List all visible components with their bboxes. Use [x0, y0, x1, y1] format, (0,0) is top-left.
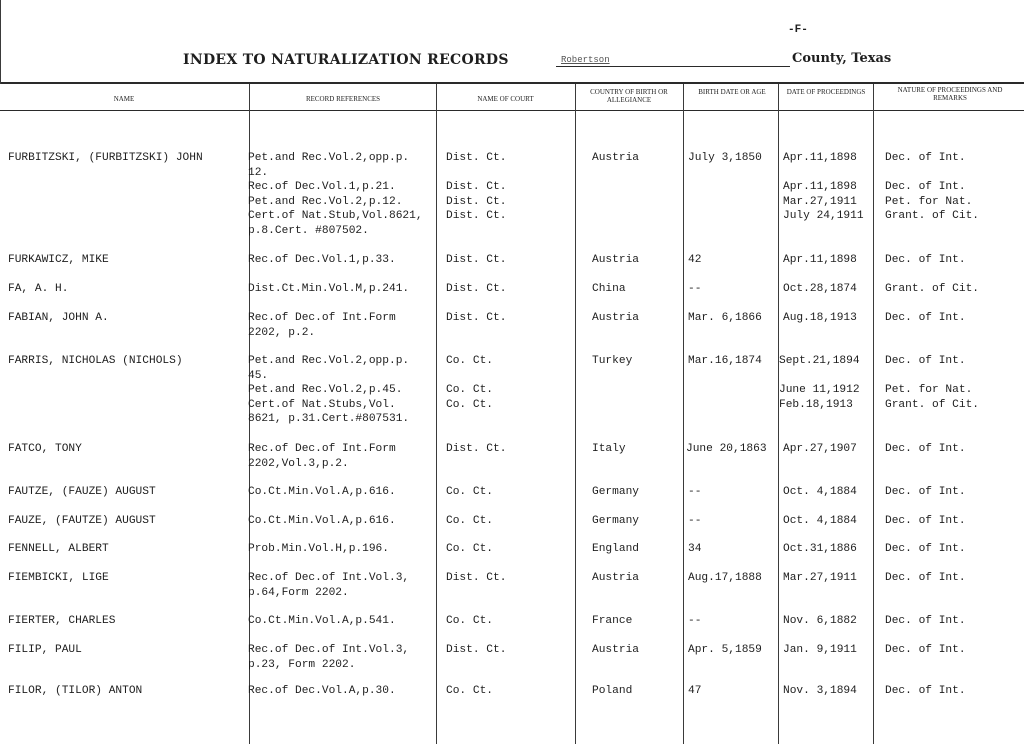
row-birth: Mar. 6,1866 [688, 312, 762, 324]
page-title: INDEX TO NATURALIZATION RECORDS [183, 52, 509, 68]
row-record-refs: Co.Ct.Min.Vol.A,p.541. [248, 615, 396, 627]
row-country: Austria [592, 152, 639, 164]
row-birth: 47 [688, 685, 702, 697]
col-header-date-of-proceedings: DATE OF PROCEEDINGS [786, 88, 866, 96]
row-nature: Dec. of Int. [885, 486, 966, 498]
row-date: Apr.27,1907 [783, 443, 857, 455]
row-record-refs: Pet.and Rec.Vol.2,opp.p. 45. Pet.and Rec.Vol.2,p.45. Cert.of Nat.Stubs,Vol. 8621, p.31.Cert.#807531. [248, 355, 410, 425]
row-record-refs: Rec.of Dec.of Int.Vol.3, p.64,Form 2202. [248, 572, 410, 599]
row-court: Dist. Ct. [446, 443, 507, 455]
row-country: Austria [592, 644, 639, 656]
row-country: Poland [592, 685, 633, 697]
col-divider-5 [778, 84, 779, 744]
row-nature: Dec. of Int. [885, 644, 966, 656]
row-nature: Dec. of Int. [885, 572, 966, 584]
row-court: Dist. Ct. [446, 572, 507, 584]
row-date: Oct. 4,1884 [783, 486, 857, 498]
col-divider-6 [873, 84, 874, 744]
row-birth: 34 [688, 543, 702, 555]
row-birth: 42 [688, 254, 702, 266]
row-date: Sept.21,1894 June 11,1912 Feb.18,1913 [779, 355, 860, 411]
col-header-name: NAME [113, 95, 135, 103]
row-country: France [592, 615, 633, 627]
row-name: FIERTER, CHARLES [8, 615, 116, 627]
row-date: Oct. 4,1884 [783, 515, 857, 527]
row-name: FIEMBICKI, LIGE [8, 572, 109, 584]
row-name: FA, A. H. [8, 283, 69, 295]
header-bottom-rule [0, 110, 1024, 111]
row-date: Nov. 6,1882 [783, 615, 857, 627]
row-court: Dist. Ct. [446, 283, 507, 295]
row-date: Mar.27,1911 [783, 572, 857, 584]
row-birth: -- [688, 615, 702, 627]
row-nature: Dec. of Int. [885, 615, 966, 627]
row-country: Germany [592, 515, 639, 527]
row-nature: Dec. of Int. [885, 685, 966, 697]
col-divider-2 [436, 84, 437, 744]
row-country: Austria [592, 572, 639, 584]
row-name: FURBITZSKI, (FURBITZSKI) JOHN [8, 152, 203, 164]
col-header-nature: NATURE OF PROCEEDINGS AND REMARKS [897, 86, 1003, 102]
row-birth: Mar.16,1874 [688, 355, 762, 367]
row-nature: Dec. of Int. [885, 543, 966, 555]
row-date: Aug.18,1913 [783, 312, 857, 324]
row-nature: Dec. of Int. Dec. of Int. Pet. for Nat. Grant. of Cit. [885, 152, 979, 222]
row-birth: -- [688, 486, 702, 498]
col-header-record-references: RECORD REFERENCES [305, 95, 381, 103]
row-birth: -- [688, 283, 702, 295]
row-country: Austria [592, 312, 639, 324]
row-date: Nov. 3,1894 [783, 685, 857, 697]
row-birth: -- [688, 515, 702, 527]
page-mark: -F- [788, 24, 808, 36]
row-date: Oct.31,1886 [783, 543, 857, 555]
header-top-rule [0, 82, 1024, 84]
row-date: Oct.28,1874 [783, 283, 857, 295]
row-country: China [592, 283, 626, 295]
row-country: Germany [592, 486, 639, 498]
row-date: Apr.11,1898 [783, 254, 857, 266]
row-record-refs: Prob.Min.Vol.H,p.196. [248, 543, 389, 555]
col-header-birth-date: BIRTH DATE OR AGE [698, 88, 766, 96]
row-name: FAUTZE, (FAUZE) AUGUST [8, 486, 156, 498]
row-country: Turkey [592, 355, 633, 367]
row-court: Co. Ct. [446, 615, 493, 627]
row-nature: Grant. of Cit. [885, 283, 979, 295]
county-underline [556, 66, 790, 67]
row-birth: Apr. 5,1859 [688, 644, 762, 656]
row-record-refs: Rec.of Dec.of Int.Form 2202,Vol.3,p.2. [248, 443, 396, 470]
row-name: FENNELL, ALBERT [8, 543, 109, 555]
row-name: FATCO, TONY [8, 443, 82, 455]
row-nature: Dec. of Int. [885, 254, 966, 266]
row-nature: Dec. of Int. [885, 312, 966, 324]
row-court: Co. Ct. [446, 486, 493, 498]
row-record-refs: Co.Ct.Min.Vol.A,p.616. [248, 486, 396, 498]
row-birth: June 20,1863 [686, 443, 767, 455]
row-court: Dist. Ct. [446, 254, 507, 266]
col-header-country: COUNTRY OF BIRTH OR ALLEGIANCE [590, 88, 668, 104]
row-name: FILIP, PAUL [8, 644, 82, 656]
col-divider-4 [683, 84, 684, 744]
row-record-refs: Rec.of Dec.of Int.Vol.3, p.23, Form 2202. [248, 644, 410, 671]
col-header-name-of-court: NAME OF COURT [477, 95, 534, 103]
row-nature: Dec. of Int. [885, 443, 966, 455]
row-name: FABIAN, JOHN A. [8, 312, 109, 324]
row-nature: Dec. of Int. Pet. for Nat. Grant. of Cit. [885, 355, 979, 411]
row-court: Co. Ct. [446, 685, 493, 697]
row-nature: Dec. of Int. [885, 515, 966, 527]
county-label: County, Texas [792, 51, 892, 66]
row-record-refs: Pet.and Rec.Vol.2,opp.p. 12. Rec.of Dec.Vol.1,p.21. Pet.and Rec.Vol.2,p.12. Cert.of Nat.Stub,Vol.8621, p.8.Cert. #807502. [248, 152, 423, 237]
row-court: Dist. Ct. [446, 644, 507, 656]
row-date: Jan. 9,1911 [783, 644, 857, 656]
row-record-refs: Dist.Ct.Min.Vol.M,p.241. [248, 283, 410, 295]
row-country: Italy [592, 443, 626, 455]
row-country: England [592, 543, 639, 555]
row-court: Co. Ct. Co. Ct. Co. Ct. [446, 355, 493, 411]
row-court: Co. Ct. [446, 515, 493, 527]
row-court: Co. Ct. [446, 543, 493, 555]
row-birth: Aug.17,1888 [688, 572, 762, 584]
row-name: FILOR, (TILOR) ANTON [8, 685, 143, 697]
left-edge-rule [0, 0, 1, 84]
row-date: Apr.11,1898 Apr.11,1898 Mar.27,1911 July 24,1911 [783, 152, 864, 222]
county-name: Robertson [561, 55, 610, 65]
row-name: FURKAWICZ, MIKE [8, 254, 109, 266]
row-court: Dist. Ct. [446, 312, 507, 324]
row-court: Dist. Ct. Dist. Ct. Dist. Ct. Dist. Ct. [446, 152, 507, 222]
row-name: FARRIS, NICHOLAS (NICHOLS) [8, 355, 183, 367]
col-divider-3 [575, 84, 576, 744]
row-country: Austria [592, 254, 639, 266]
row-record-refs: Rec.of Dec.Vol.A,p.30. [248, 685, 396, 697]
row-name: FAUZE, (FAUTZE) AUGUST [8, 515, 156, 527]
row-record-refs: Rec.of Dec.of Int.Form 2202, p.2. [248, 312, 396, 339]
row-record-refs: Co.Ct.Min.Vol.A,p.616. [248, 515, 396, 527]
row-record-refs: Rec.of Dec.Vol.1,p.33. [248, 254, 396, 266]
row-birth: July 3,1850 [688, 152, 762, 164]
